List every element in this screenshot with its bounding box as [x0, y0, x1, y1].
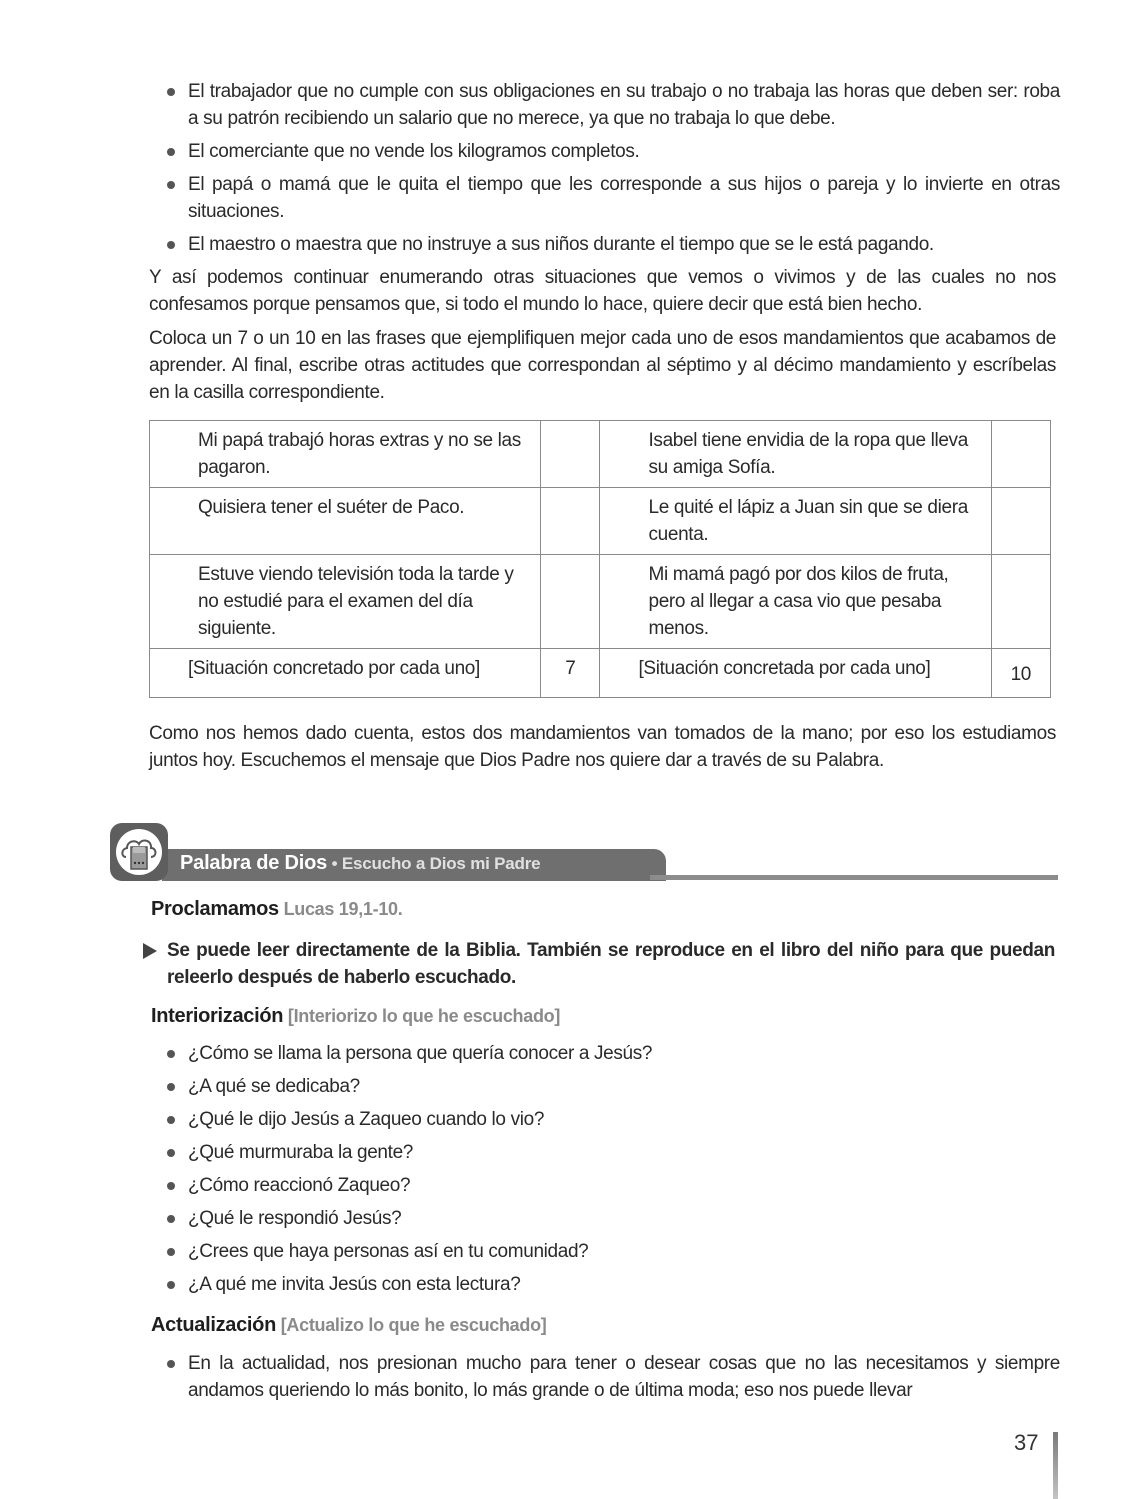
- proclamamos-heading: [151, 898, 402, 921]
- list-item: [160, 1205, 1060, 1232]
- bullet-icon: [167, 1149, 175, 1157]
- table-row: [150, 649, 1051, 698]
- examples-list: [160, 78, 1060, 264]
- list-item: [160, 1073, 1060, 1100]
- table-cell: Isabel tiene envidia de la ropa que lleva su amiga Sofía.: [600, 421, 991, 488]
- bullet-icon: [167, 1248, 175, 1256]
- list-item-text: El papá o mamá que le quita el tiempo que les corresponde a sus hijos o pareja y lo invierte en otras situaciones.: [188, 174, 1060, 222]
- section-separator: •: [327, 854, 342, 873]
- actualizacion-heading: [151, 1314, 546, 1337]
- list-item: [160, 138, 1060, 165]
- bullet-icon: [167, 1050, 175, 1058]
- cloud-book-icon: [110, 823, 168, 881]
- section-title-main: Palabra de Dios: [180, 852, 328, 874]
- page-number: 37: [1014, 1430, 1039, 1455]
- question-text: ¿Cómo reaccionó Zaqueo?: [188, 1175, 411, 1196]
- answer-box[interactable]: 10: [991, 649, 1050, 698]
- answer-box[interactable]: [991, 421, 1050, 488]
- list-item: [160, 231, 1060, 258]
- actualizacion-list: [160, 1350, 1060, 1410]
- question-text: ¿Qué murmuraba la gente?: [188, 1142, 413, 1163]
- answer-box[interactable]: 7: [541, 649, 600, 698]
- bullet-icon: [167, 1116, 175, 1124]
- table-row: [150, 555, 1051, 649]
- bible-reference: Lucas 19,1-10.: [278, 899, 403, 919]
- table-row: [150, 421, 1051, 488]
- list-item-text: El comerciante que no vende los kilogramos completos.: [188, 141, 640, 162]
- list-item: [160, 1040, 1060, 1067]
- list-item: [160, 171, 1060, 225]
- questions-list: [160, 1040, 1060, 1304]
- list-item: [160, 1350, 1060, 1404]
- interiorizacion-heading: [151, 1005, 560, 1028]
- answer-box[interactable]: [541, 555, 600, 649]
- bullet-icon: [167, 1083, 175, 1091]
- page-edge-bar: [1053, 1432, 1058, 1499]
- answer-box[interactable]: [991, 555, 1050, 649]
- bullet-icon: [167, 148, 175, 156]
- heading-label: Actualización: [151, 1314, 277, 1336]
- heading-label: Proclamamos: [151, 898, 279, 920]
- activity-table: [149, 420, 1051, 698]
- question-text: ¿Cómo se llama la persona que quería conocer a Jesús?: [188, 1043, 653, 1064]
- section-rule: [650, 875, 1058, 880]
- list-item: [160, 1172, 1060, 1199]
- arrow-right-icon: [143, 943, 157, 959]
- bullet-icon: [167, 1360, 175, 1368]
- reading-note-text: Se puede leer directamente de la Biblia. También se reproduce en el libro del niño para que puedan releerlo después de haberlo escuchado.: [167, 940, 1055, 988]
- question-text: ¿Qué le respondió Jesús?: [188, 1208, 402, 1229]
- paragraph-instructions: Coloca un 7 o un 10 en las frases que ejemplifiquen mejor cada uno de esos mandamientos que acabamos de aprender. Al final, escribe otras actitudes que correspondan al séptimo y al décimo mandamiento y escríbelas en la casilla correspondiente.: [149, 328, 1056, 403]
- list-item: [160, 1238, 1060, 1265]
- paragraph-situations: Y así podemos continuar enumerando otras situaciones que vemos o vivimos y de las cuales no nos confesamos porque pensamos que, si todo el mundo lo hace, quiere decir que está bien hecho.: [149, 267, 1056, 315]
- list-item: [160, 1139, 1060, 1166]
- list-item: [160, 1106, 1060, 1133]
- list-item: [160, 1271, 1060, 1298]
- table-row: [150, 488, 1051, 555]
- section-header: [110, 823, 1058, 883]
- table-cell: [Situación concretado por cada uno]: [150, 649, 541, 698]
- list-item: [160, 78, 1060, 132]
- section-subtitle: Escucho a Dios mi Padre: [341, 854, 541, 873]
- bullet-icon: [167, 181, 175, 189]
- table-cell: Estuve viendo televisión toda la tarde y no estudié para el examen del día siguiente.: [150, 555, 541, 649]
- table-cell: [Situación concretada por cada uno]: [600, 649, 991, 698]
- bullet-icon: [167, 88, 175, 96]
- answer-box[interactable]: [541, 488, 600, 555]
- question-text: ¿Crees que haya personas así en tu comunidad?: [188, 1241, 589, 1262]
- table-cell: Quisiera tener el suéter de Paco.: [150, 488, 541, 555]
- list-item-text: El maestro o maestra que no instruye a sus niños durante el tiempo que se le está pagando.: [188, 234, 934, 255]
- heading-sub: [Interiorizo lo que he escuchado]: [283, 1006, 561, 1026]
- section-title: [180, 852, 540, 875]
- answer-box[interactable]: [991, 488, 1050, 555]
- list-item-text: El trabajador que no cumple con sus obligaciones en su trabajo o no trabaja las horas que deben ser: roba a su patrón recibiendo un salario que no merece, ya que no trabaja lo que debe.: [188, 81, 1060, 129]
- bullet-icon: [167, 1281, 175, 1289]
- list-item-text: En la actualidad, nos presionan mucho para tener o desear cosas que no las necesitamos y siempre andamos queriendo lo más bonito, lo más grande o de última moda; eso nos puede llevar: [188, 1353, 1060, 1401]
- paragraph-conclusion: Como nos hemos dado cuenta, estos dos mandamientos van tomados de la mano; por eso los estudiamos juntos hoy. Escuchemos el mensaje que Dios Padre nos quiere dar a través de su Palabra.: [149, 723, 1056, 771]
- table-cell: Mi mamá pagó por dos kilos de fruta, pero al llegar a casa vio que pesaba menos.: [600, 555, 991, 649]
- question-text: ¿A qué se dedicaba?: [188, 1076, 360, 1097]
- table-cell: Le quité el lápiz a Juan sin que se diera cuenta.: [600, 488, 991, 555]
- answer-box[interactable]: [541, 421, 600, 488]
- heading-sub: [Actualizo lo que he escuchado]: [276, 1315, 547, 1335]
- table-cell: Mi papá trabajó horas extras y no se las pagaron.: [150, 421, 541, 488]
- question-text: ¿Qué le dijo Jesús a Zaqueo cuando lo vio?: [188, 1109, 545, 1130]
- bullet-icon: [167, 1182, 175, 1190]
- bullet-icon: [167, 1215, 175, 1223]
- reading-note: [143, 937, 1055, 991]
- question-text: ¿A qué me invita Jesús con esta lectura?: [188, 1274, 521, 1295]
- bullet-icon: [167, 241, 175, 249]
- heading-label: Interiorización: [151, 1005, 284, 1027]
